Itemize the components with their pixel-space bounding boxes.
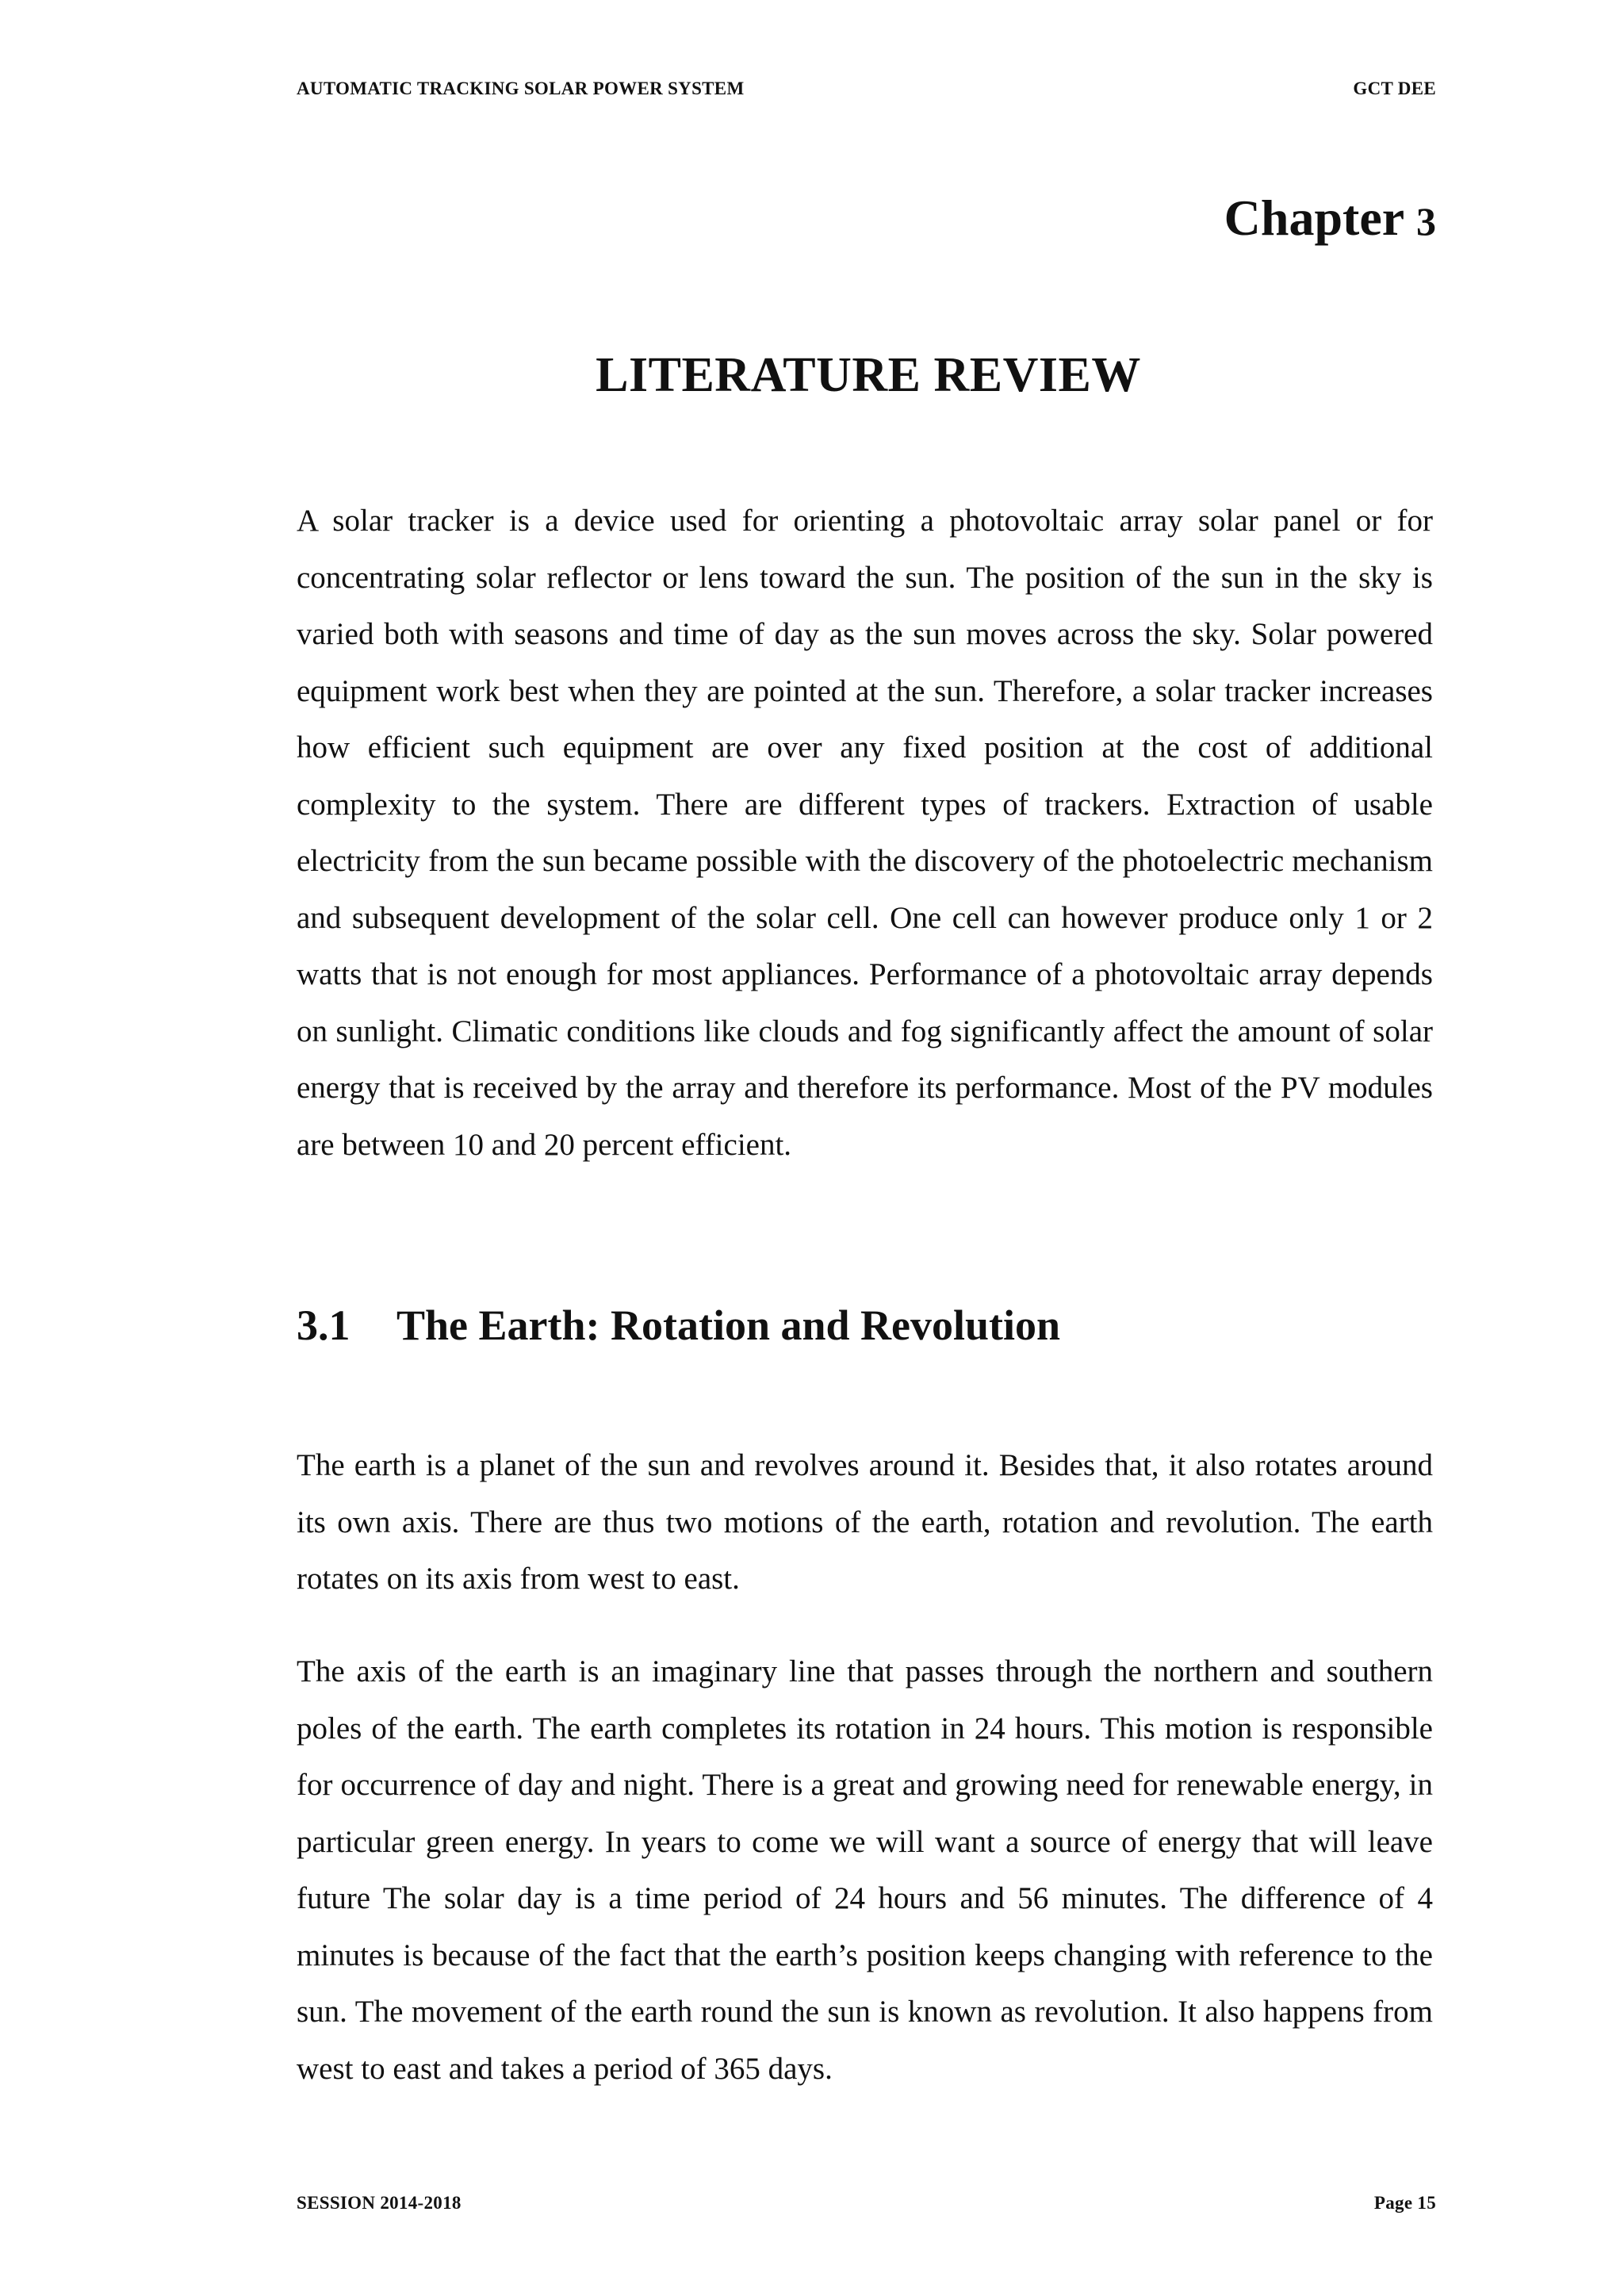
earth-paragraph-1: The earth is a planet of the sun and revolves around it. Besides that, it also rotates around its own axis. There are thus two motions of the earth, rotation and revolution. The earth rotates on its axis from west to east. <box>297 1448 1433 1596</box>
section-title: The Earth: Rotation and Revolution <box>396 1301 1061 1349</box>
running-header-title: AUTOMATIC TRACKING SOLAR POWER SYSTEM <box>297 79 745 98</box>
section-heading <box>297 1301 1060 1350</box>
earth-paragraph-2: The axis of the earth is an imaginary line that passes through the northern and southern poles of the earth. The earth completes its rotation in 24 hours. This motion is responsible for occurrence of day and night. There is a great and growing need for renewable energy, in particular green energy. In years to come we will want a source of energy that will leave future The solar day is a time period of 24 hours and 56 minutes. The difference of 4 minutes is because of the fact that the earth’s position keeps changing with reference to the sun. The movement of the earth round the sun is known as revolution. It also happens from west to east and takes a period of 365 days. <box>297 1654 1433 2086</box>
running-header-department: GCT DEE <box>1353 79 1436 98</box>
section-number: 3.1 <box>297 1301 350 1349</box>
chapter-word: Chapter <box>1224 190 1404 246</box>
chapter-number: 3 <box>1416 199 1436 243</box>
chapter-title: LITERATURE REVIEW <box>596 348 1141 402</box>
chapter-label <box>1224 190 1436 246</box>
intro-paragraph: A solar tracker is a device used for orienting a photovoltaic array solar panel or for concentrating solar reflector or lens toward the sun. The position of the sun in the sky is varied both with seasons and time of day as the sun moves across the sky. Solar powered equipment work best when they are pointed at the sun. Therefore, a solar tracker increases how efficient such equipment are over any fixed position at the cost of additional complexity to the system. There are different types of trackers. Extraction of usable electricity from the sun became possible with the discovery of the photoelectric mechanism and subsequent development of the solar cell. One cell can however produce only 1 or 2 watts that is not enough for most appliances. Performance of a photovoltaic array depends on sunlight. Climatic conditions like clouds and fog significantly affect the amount of solar energy that is received by the array and therefore its performance. Most of the PV modules are between 10 and 20 percent efficient. <box>297 504 1433 1162</box>
footer-page-number: Page 15 <box>1373 2193 1436 2213</box>
footer-session: SESSION 2014-2018 <box>297 2193 462 2213</box>
